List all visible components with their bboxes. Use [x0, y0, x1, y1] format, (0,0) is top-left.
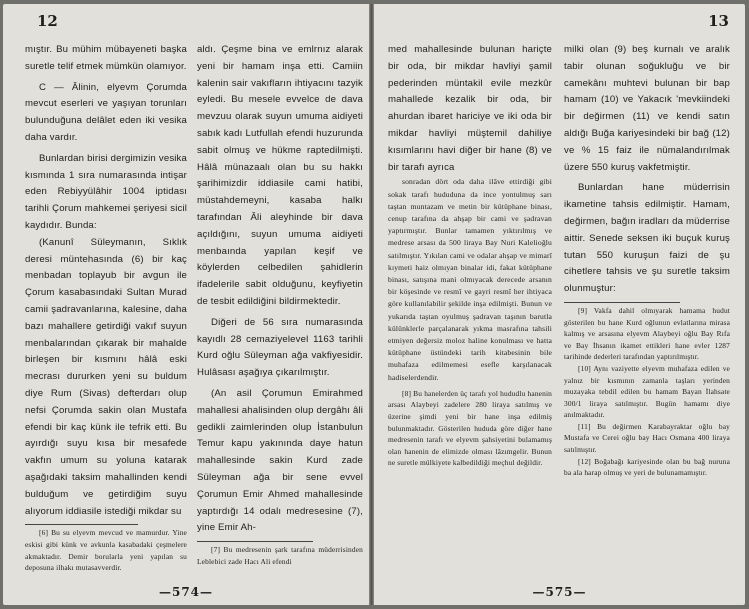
- continued-footnote-text: sonradan dört oda daha ilâve ettirdiği gibi sokak tarafı hududuna da ince yontulmuş sarı taştan muntazam ve metin bir kütüphane binası, cenup tarafına da ahşap bir cami ve şadravan yaptırmıştır. Bunlar tamamen yıktırılmış ve medrese arsası da 500 liraya Bay Nuri Kalelioğlu satılmıştır. Yıkılan cami ve odalar ahşap ve mimarî kıymeti haiz olmıyan binalar idi, fakat kütüphane binası, satışına mani olmıyacak derecede arsanın bir köşesinde ve resmî ve gayri resmî her ihtiyaca göre kullanılabilir şekilde inşa edilmişti. Bunun ve yukarıda taştan oyulmuş şadravan taşının barutla külünklerle parçalanarak yıkma masrafına tahsili etmiyen değersiz moloz haline konulması ve hatta kütüphane üstündeki tarih kitabesinin bile muhafaza edilmemesi esefle karşılanacak hadiselerdendir.: [388, 177, 552, 382]
- paragraph: C — Âlinin, elyevm Çorumda mevcut eserleri ve yaşıyan torunları bulunduğuna delâlet eden iki vesika daha vardır.: [25, 81, 187, 143]
- paragraph: aldı. Çeşme bina ve emlrnız alarak yeni bir hamam inşa etti. Camiin kalenin sair vakıfların ihtiyacını tazyik eyledi. Bu mesele evvelce de dava mevzuu olarak suyun umuma aidiyeti sabık kadı Lutfullah efendi huzurunda sabit olmuş ve hükme raptedilmişti. Hâlâ münazaalı olan bu su hakkı şarihimizdir iddiasile cami hatibi, müstahdemeyni, kasaba halkı tarafından Âli aleyhinde bir dava açıldığını, suyun umuma aidiyeti menbaında yapılan keşif ve köylerden celbedilen şahidlerin ifadelerile sabit olduğunu, keyfiyetin de tesbit edildiğini bildirmektedir.: [197, 44, 363, 307]
- footnote-divider: [25, 524, 138, 525]
- footnote: [9] Vakfa dahil olmıyarak hamama hudut gösterilen bu hane Kurd oğlunun evlatlarına mirasa kalmış ve arsasına elyevm Alaybeyi oğlu Bay Rıfa ve Bay İhsanın ikamet ettikleri hane evler 1287 tarihinde dederleri tarafından yaptırılmıştır.: [564, 305, 730, 362]
- right-column-2: [564, 42, 730, 479]
- footnote-divider: [564, 302, 680, 303]
- paragraph: mıştır. Bu mühim mübayeneti başka suretle telif etmek mümkün olamıyor.: [25, 44, 187, 72]
- left-column-2: [197, 42, 363, 567]
- page-number-bottom: —574—: [158, 585, 214, 599]
- left-column-1: [25, 42, 187, 574]
- footnote: [11] Bu değirmen Karabayraktar oğlu bay Mustafa ve Cerei oğlu bay Hacı Osmana 400 liraya satılmıştır.: [564, 421, 730, 455]
- paragraph: (An asil Çorumun Emirahmed mahallesi ahalisinden olup dergâhı âli gedikli zaimlerinden olup İstanbulun Temur kapu yakınında daye hatun mahallesinde sakin Kurd zade Süleyman ağa bir sene evvel Çorumun Emir Ahmed mahallesinde yaptırdığı 14 odalı medresesine (7), yine Emir Ah-: [197, 387, 363, 534]
- footnote: [10] Aynı vaziyette elyevm muhafaza edilen ve yalnız bir kısmının zamanla taşları yerinden muzayaka tebdil edilen bu hamam Bayan İlahsate 300/1 liraya satılmıştır. Bugün hamamı diye anılmaktadır.: [564, 363, 730, 420]
- right-column-1: [388, 42, 552, 469]
- footnote: [7] Bu medresenin şark tarafına müderrisinden Leblebici zade Hacı Ali efendi: [197, 545, 363, 566]
- footnote: [8] Bu hanelerden üç tarafı yol hududlu hanenin arsası Alaybeyi zadelere 280 liraya satılmış ve üzerine şimdi yeni bir hane inşa edilmiş bulunmaktadır. Gösterilen hududa göre diğer hane medresenin tarafı ve elyevm şahsiyetini bulamamış olan hanenin de elimizde olması lâzımgelir. Bunun ne suretle mülkiyete kalbedildiği meçhul değildir.: [388, 388, 552, 468]
- paragraph: Diğeri de 56 sıra numarasında kayıdlı 28 cemaziyelevel 1163 tarihli Kurd oğlu Süleyman ağa vakfiyesidir. Hulâsası aşağıya çıkarılmıştır.: [197, 316, 363, 379]
- left-page: [3, 4, 369, 605]
- page-number-top: 13: [708, 12, 729, 30]
- paragraph: med mahallesinde bulunan hariçte bir oda, bir mikdar havliyi şamil pederinden müntakil evile mezkûr mahallede kezalik bir oda, bir ahurdan ibaret hariciye ve iki oda bir mikdar havliyi müştemil dahiliye kısımlarını havi diğer bir hane (8) ve bir tarafı ayrıca: [388, 44, 552, 173]
- paragraph: Bunlardan birisi dergimizin vesika kısmında 1 sıra numarasında intişar eden Rebiyyülâhir 1004 iptidası tarihli Çorum mahkemei şeriyesi sicil kaydıdır. Bunda:: [25, 152, 187, 231]
- footnote: [12] Boğabağı kariyesinde olan bu bağ nuruna ba ala harap olmuş ve yeri de bulunamamıştır.: [564, 456, 730, 478]
- right-page: [374, 4, 745, 605]
- paragraph: (Kanunî Süleymanın, Sıklık deresi müntehasında (6) bir kaç menbadan toplayub bir avgun ile Çorum kasabasındaki Sultan Murad camii şadravanlarına, kalesine, daha bazı mahallere getirdiği vakıf suyun menbalarından çıkarak bir mahalde birleşen bir kısmını hâlâ eski mecrası dururken yeni su buldum diye Rum (Sivas) defterdarı olup nefsi Çorumda sakin olan Mustafa efendi bir kaç künk ile tefrik etti. Bu ayırdığı suyu kısa bir mesafede vakfın umum su yoluna katarak aşağıdaki taksim mahallinden kendi bulduğum ve getirdiğim suyu alıyorum iddiasile istediği mikdar su: [25, 236, 187, 517]
- page-number-top: 12: [37, 12, 58, 30]
- paragraph: milki olan (9) beş kurnalı ve aralık tabir olunan soğukluğu ve bir camekânı muhtevi bulunan bir bap hamam (10) ve Yakacık 'mevkiindeki bir değirmen (11) ve kendi satın aldığı Buğa kariyesindeki bir bağ (12) ve % 15 faiz ile nümalandırılmak üzere 550 kuruş vakfetmiştir.: [564, 44, 730, 173]
- page-number-bottom: —575—: [532, 585, 587, 599]
- footnote: [6] Bu su elyevm mevcud ve mamurdur. Yine eskisi gibi künk ve avkunla kasabadaki çeşmelere akmaktadır. Demir borularla yeni yapılan su deposuna ilhakı mutasavverdir.: [25, 528, 187, 573]
- paragraph: Bunlardan hane müderrisin ikametine tahsis edilmiştir. Hamam, değirmen, bağın iradları da müderrise aittir. Senede seksen iki buçuk kuruş tutan 550 kuruşun faizi de şu cihetlere tahsis ve şu suretle taksim olunmuştur:: [564, 182, 730, 295]
- footnote-divider: [197, 541, 313, 542]
